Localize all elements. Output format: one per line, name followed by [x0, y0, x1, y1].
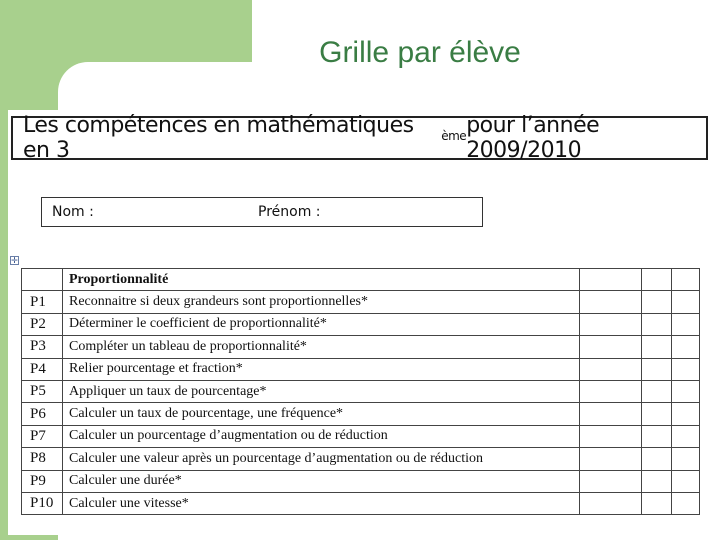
competence-label: Relier pourcentage et fraction*: [63, 358, 580, 380]
competence-code: P7: [22, 425, 63, 447]
empty-cell: [642, 269, 672, 291]
banner-text-end: pour l’année 2009/2010: [466, 113, 600, 163]
empty-cell: [672, 470, 700, 492]
empty-cell: [642, 425, 672, 447]
competence-label: Calculer un taux de pourcentage, une fréquence*: [63, 403, 580, 425]
empty-cell: [580, 291, 642, 313]
competence-code: P10: [22, 492, 63, 514]
empty-cell: [580, 492, 642, 514]
banner-superscript: ème: [441, 129, 467, 143]
competence-code: P9: [22, 470, 63, 492]
empty-cell: [580, 336, 642, 358]
competence-code: P1: [22, 291, 63, 313]
table-row: [22, 492, 700, 514]
empty-cell: [642, 492, 672, 514]
slide-title: Grille par élève: [319, 36, 521, 69]
competence-label: Reconnaitre si deux grandeurs sont proportionnelles*: [63, 291, 580, 313]
table-row: [22, 358, 700, 380]
empty-cell: [672, 425, 700, 447]
nom-label: Nom :: [52, 204, 94, 220]
empty-cell: [672, 448, 700, 470]
empty-cell: [580, 358, 642, 380]
empty-cell: [672, 291, 700, 313]
competence-label: Calculer un pourcentage d’augmentation ou de réduction: [63, 425, 580, 447]
empty-cell: [672, 358, 700, 380]
competence-code: P5: [22, 380, 63, 402]
table-row: [22, 291, 700, 313]
prenom-label: Prénom :: [258, 204, 321, 220]
empty-cell: [672, 269, 700, 291]
scanned-document: [8, 110, 713, 535]
competence-label: Calculer une durée*: [63, 470, 580, 492]
table-row: [22, 336, 700, 358]
table-row: [22, 470, 700, 492]
table-row: [22, 403, 700, 425]
empty-cell: [642, 380, 672, 402]
competence-table: [21, 268, 700, 515]
empty-cell: [580, 448, 642, 470]
table-row: [22, 313, 700, 335]
empty-cell: [642, 470, 672, 492]
empty-cell: [580, 269, 642, 291]
competence-label: Calculer une valeur après un pourcentage d’augmentation ou de réduction: [63, 448, 580, 470]
competence-label: Déterminer le coefficient de proportionnalité*: [63, 313, 580, 335]
table-row: [22, 380, 700, 402]
empty-cell: [672, 492, 700, 514]
empty-cell: [642, 291, 672, 313]
table-header-row: [22, 269, 700, 291]
table-row: [22, 448, 700, 470]
competence-code: P4: [22, 358, 63, 380]
table-row: [22, 425, 700, 447]
competence-code: P3: [22, 336, 63, 358]
empty-cell: [672, 313, 700, 335]
document-banner: [11, 113, 708, 163]
empty-cell: [642, 336, 672, 358]
banner-text-start: Les compétences en mathématiques en 3: [23, 113, 414, 163]
empty-cell: [672, 380, 700, 402]
move-handle-icon[interactable]: ✛: [11, 256, 18, 265]
competence-code: P6: [22, 403, 63, 425]
competence-label: Compléter un tableau de proportionnalité*: [63, 336, 580, 358]
name-box: [41, 197, 483, 227]
empty-cell: [580, 470, 642, 492]
competence-label: Appliquer un taux de pourcentage*: [63, 380, 580, 402]
competence-code: P8: [22, 448, 63, 470]
empty-cell: [672, 403, 700, 425]
empty-cell: [580, 403, 642, 425]
header-label-cell: Proportionnalité: [63, 269, 580, 291]
empty-cell: [642, 358, 672, 380]
header-code-cell: [22, 269, 63, 291]
empty-cell: [672, 336, 700, 358]
empty-cell: [642, 313, 672, 335]
empty-cell: [642, 448, 672, 470]
empty-cell: [642, 403, 672, 425]
competence-label: Calculer une vitesse*: [63, 492, 580, 514]
empty-cell: [580, 380, 642, 402]
empty-cell: [580, 425, 642, 447]
empty-cell: [580, 313, 642, 335]
competence-code: P2: [22, 313, 63, 335]
